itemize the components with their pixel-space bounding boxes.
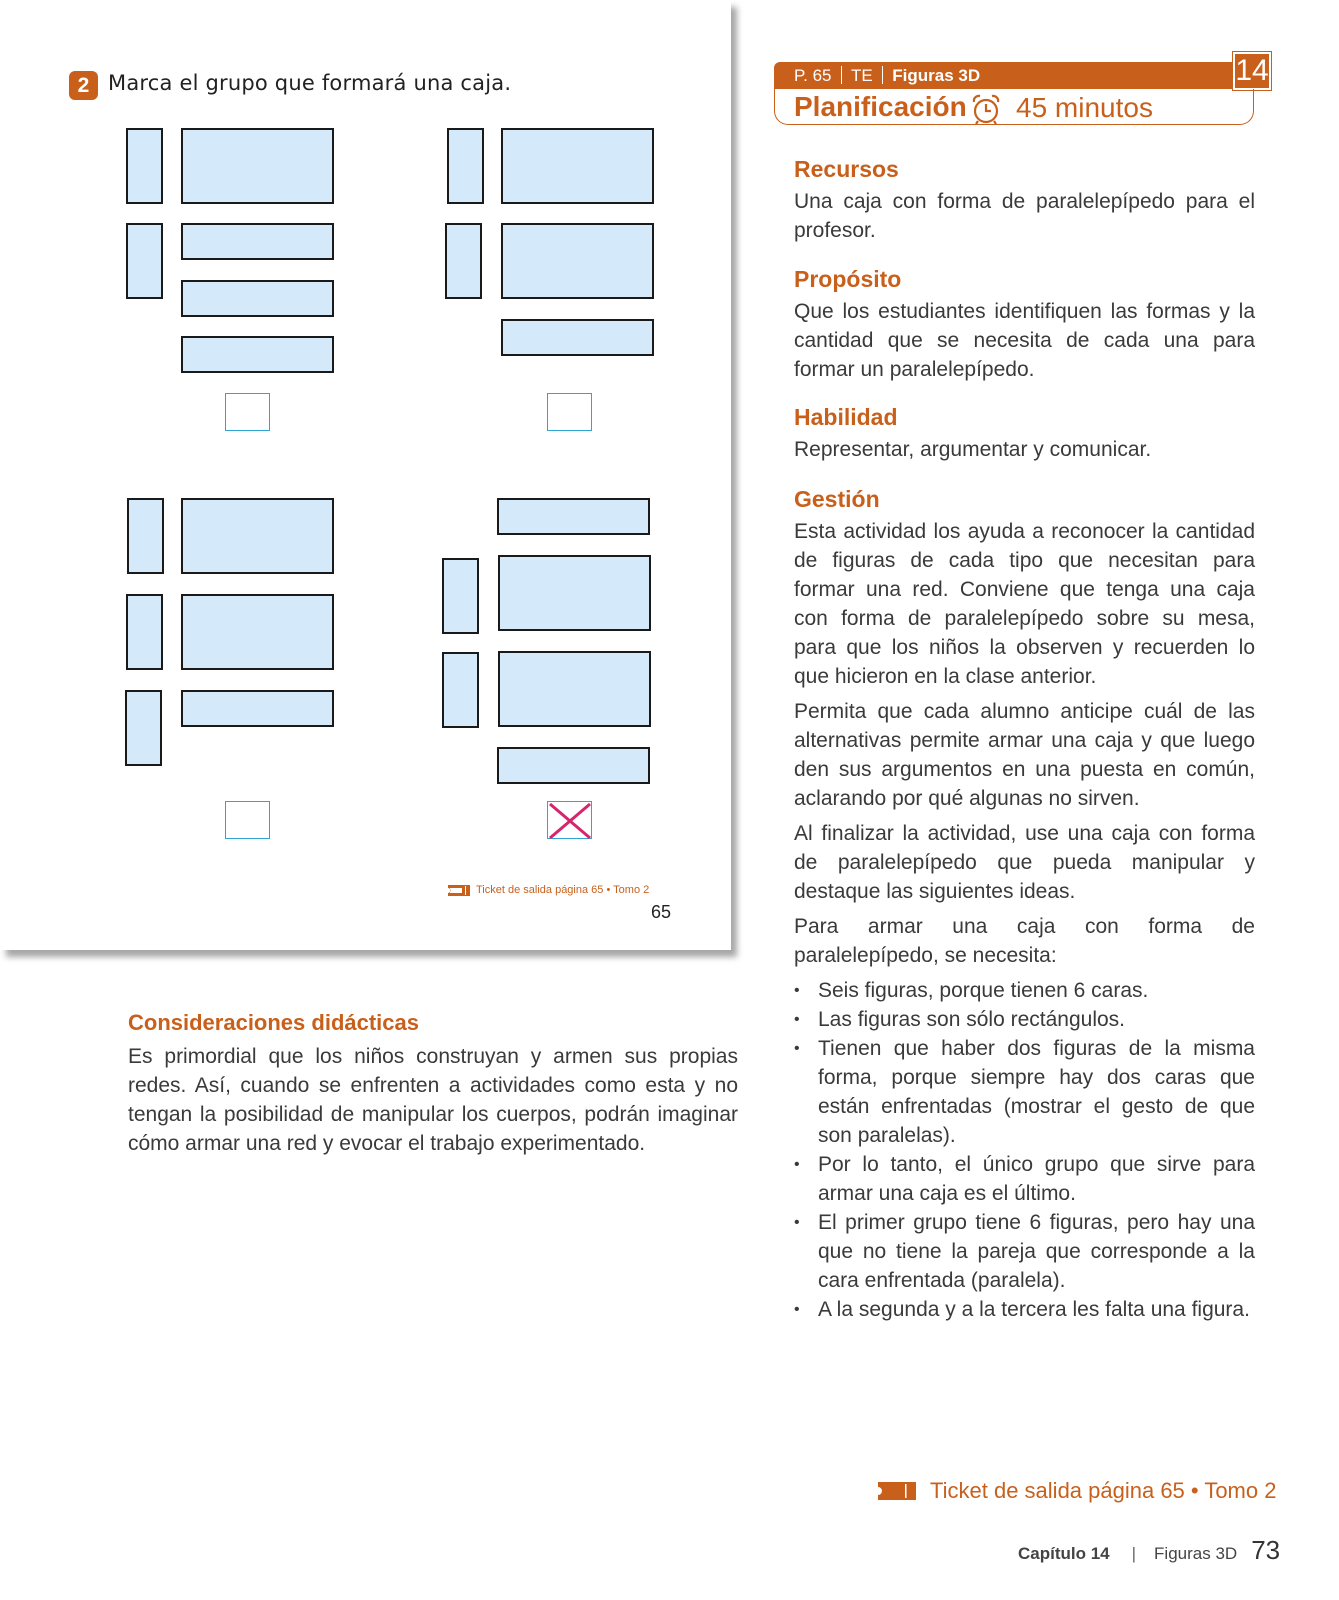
rectangle-shape [181,280,334,317]
ticket-text: Ticket de salida página 65 • Tomo 2 [930,1478,1277,1503]
list-item: • El primer grupo tiene 6 figuras, pero hay una que no tiene la pareja que corresponde a la cara enfrentada (paralela). [794,1208,1255,1295]
list-item: • Las figuras son sólo rectángulos. [794,1005,1255,1034]
proposito-title: Propósito [794,266,902,292]
recursos-body: Una caja con forma de paralelepípedo para el profesor. [794,190,1255,242]
gestion-section [794,486,1255,1324]
gestion-paragraph: Permita que cada alumno anticipe cuál de las alternativas permite armar una caja y que luego den sus argumentos en una puesta en común, aclarando por qué algunas no sirven. [794,700,1255,810]
gestion-paragraph: Al finalizar la actividad, use una caja con forma de paralelepípedo que pueda manipular y destaque las siguientes ideas. [794,822,1255,903]
group-2-checkbox[interactable] [547,393,592,431]
group-3-checkbox[interactable] [225,801,270,839]
gestion-paragraph: Para armar una caja con forma de paralelepípedo, se necesita: [794,915,1255,967]
footer-page-number: 73 [1251,1535,1281,1565]
lesson-header-bar [774,62,1239,89]
list-item: • Por lo tanto, el único grupo que sirve para armar una caja es el último. [794,1150,1255,1208]
te-label: TE [851,66,873,85]
rectangle-shape [497,747,650,784]
list-item: • A la segunda y a la tercera les falta una figura. [794,1295,1255,1324]
recursos-title: Recursos [794,156,899,182]
group-4-checkbox[interactable] [547,801,592,839]
rectangle-shape [501,128,654,204]
rectangle-shape [445,223,482,299]
clock-icon [970,93,1002,125]
habilidad-title: Habilidad [794,404,898,430]
group-1-checkbox[interactable] [225,393,270,431]
footer-separator: | [1131,1544,1137,1563]
rectangle-shape [126,128,163,204]
rectangle-shape [442,652,479,728]
page-footer [1018,1535,1280,1566]
gestion-title: Gestión [794,486,880,512]
ticket-small-text: Ticket de salida página 65 • Tomo 2 [476,884,650,896]
consideraciones-title: Consideraciones didácticas [128,1010,419,1035]
rectangle-shape [181,690,334,727]
planning-duration: 45 minutos [1016,92,1153,123]
footer-topic: Figuras 3D [1154,1544,1238,1563]
rectangle-shape [127,498,164,574]
ticket-icon [878,1482,916,1500]
topic-label: Figuras 3D [892,66,981,85]
list-item: • Tienen que haber dos figuras de la misma forma, porque siempre hay dos caras que están enfrentadas (mostrar el gesto de que son paralelas). [794,1034,1255,1150]
habilidad-body: Representar, argumentar y comunicar. [794,438,1152,461]
rectangle-shape [181,223,334,260]
exercise-instruction: Marca el grupo que formará una caja. [108,71,512,95]
student-page-thumbnail [0,0,731,950]
list-item: • Seis figuras, porque tienen 6 caras. [794,976,1255,1005]
rectangle-shape [501,223,654,299]
rectangle-shape [181,336,334,373]
rectangle-shape [447,128,484,204]
rectangle-shape [442,558,479,634]
chapter-badge: 14 [1233,52,1271,90]
ticket-reference-small [448,884,649,896]
habilidad-section [794,404,1255,464]
rectangle-shape [498,555,651,631]
rectangle-shape [181,498,334,574]
ticket-icon [448,885,470,896]
gestion-paragraph: Esta actividad los ayuda a reconocer la cantidad de figuras de cada tipo que necesitan para formar una red. Conviene que tenga una caja con forma de paralelepípedo sobre su mesa, para que los niños la observen y recuerden lo que hicieron en la clase anterior. [794,520,1255,688]
rectangle-shape [126,223,163,299]
rectangle-shape [181,594,334,670]
rectangle-shape [497,498,650,535]
rectangle-shape [125,690,162,766]
student-page-number: 65 [651,902,672,922]
proposito-section [794,266,1255,384]
footer-chapter: Capítulo 14 [1018,1544,1110,1563]
x-mark-icon [548,802,593,840]
page-reference: P. 65 [794,66,832,85]
proposito-body: Que los estudiantes identifiquen las formas y la cantidad que se necesita de cada una para formar un paralelepípedo. [794,300,1255,381]
exercise-number: 2 [69,71,98,100]
planning-title: Planificación [794,91,967,122]
rectangle-shape [181,128,334,204]
rectangle-shape [501,319,654,356]
gestion-bullet-list [794,976,1255,1324]
ticket-reference [878,1478,1276,1504]
consideraciones-body: Es primordial que los niños construyan y armen sus propias redes. Así, cuando se enfrenten a actividades como esta y no tengan la posibilidad de manipular los cuerpos, podrán imaginar cómo armar una red y evocar el trabajo experimentado. [128,1045,738,1155]
rectangle-shape [498,651,651,727]
recursos-section [794,156,1255,245]
rectangle-shape [126,594,163,670]
